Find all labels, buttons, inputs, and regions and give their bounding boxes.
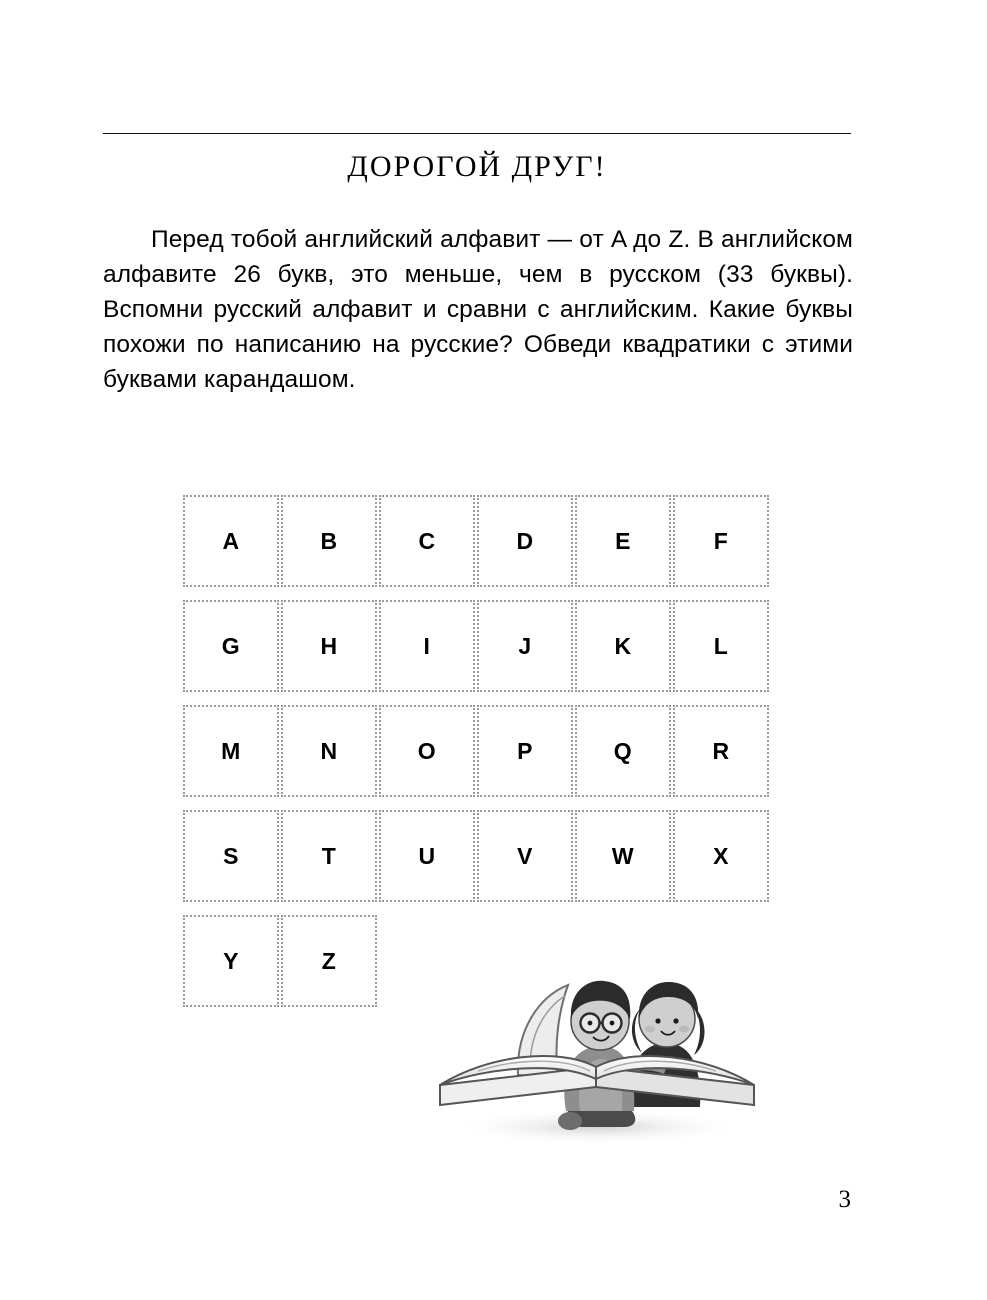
letter-cell[interactable]: G [183, 600, 279, 692]
letter-cell[interactable]: T [281, 810, 377, 902]
grid-row [183, 810, 771, 902]
letter-cell[interactable]: A [183, 495, 279, 587]
letter-cell[interactable]: F [673, 495, 769, 587]
letter-cell[interactable]: Y [183, 915, 279, 1007]
two-children-reading-book-illustration [418, 935, 778, 1150]
letter-cell[interactable]: I [379, 600, 475, 692]
letter-cell[interactable]: Q [575, 705, 671, 797]
letter-cell[interactable]: K [575, 600, 671, 692]
letter-cell[interactable]: J [477, 600, 573, 692]
letter-cell[interactable]: N [281, 705, 377, 797]
letter-cell[interactable]: U [379, 810, 475, 902]
letter-cell[interactable]: Z [281, 915, 377, 1007]
letter-cell[interactable]: X [673, 810, 769, 902]
page-number: 3 [838, 1186, 851, 1213]
letter-cell[interactable]: S [183, 810, 279, 902]
letter-cell[interactable]: M [183, 705, 279, 797]
letter-cell[interactable]: D [477, 495, 573, 587]
letter-cell[interactable]: R [673, 705, 769, 797]
letter-cell[interactable]: W [575, 810, 671, 902]
letter-cell[interactable]: E [575, 495, 671, 587]
letter-cell[interactable]: V [477, 810, 573, 902]
grid-row [183, 495, 771, 587]
page-title: ДОРОГОЙ ДРУГ! [347, 150, 607, 183]
grid-row [183, 705, 771, 797]
letter-cell[interactable]: O [379, 705, 475, 797]
grid-row [183, 600, 771, 692]
letter-cell[interactable]: B [281, 495, 377, 587]
header-divider [103, 133, 851, 134]
letter-cell[interactable]: P [477, 705, 573, 797]
letter-cell[interactable]: L [673, 600, 769, 692]
letter-cell[interactable]: C [379, 495, 475, 587]
intro-paragraph: Перед тобой английский алфавит — от A до Z. В английском алфавите 26 букв, это меньше, чем в русском (33 буквы). Вспомни русский алфавит и сравни с английским. Какие буквы похожи по написанию на русские? Обведи квадратики с этими буквами карандашом. [103, 226, 853, 393]
letter-cell[interactable]: H [281, 600, 377, 692]
